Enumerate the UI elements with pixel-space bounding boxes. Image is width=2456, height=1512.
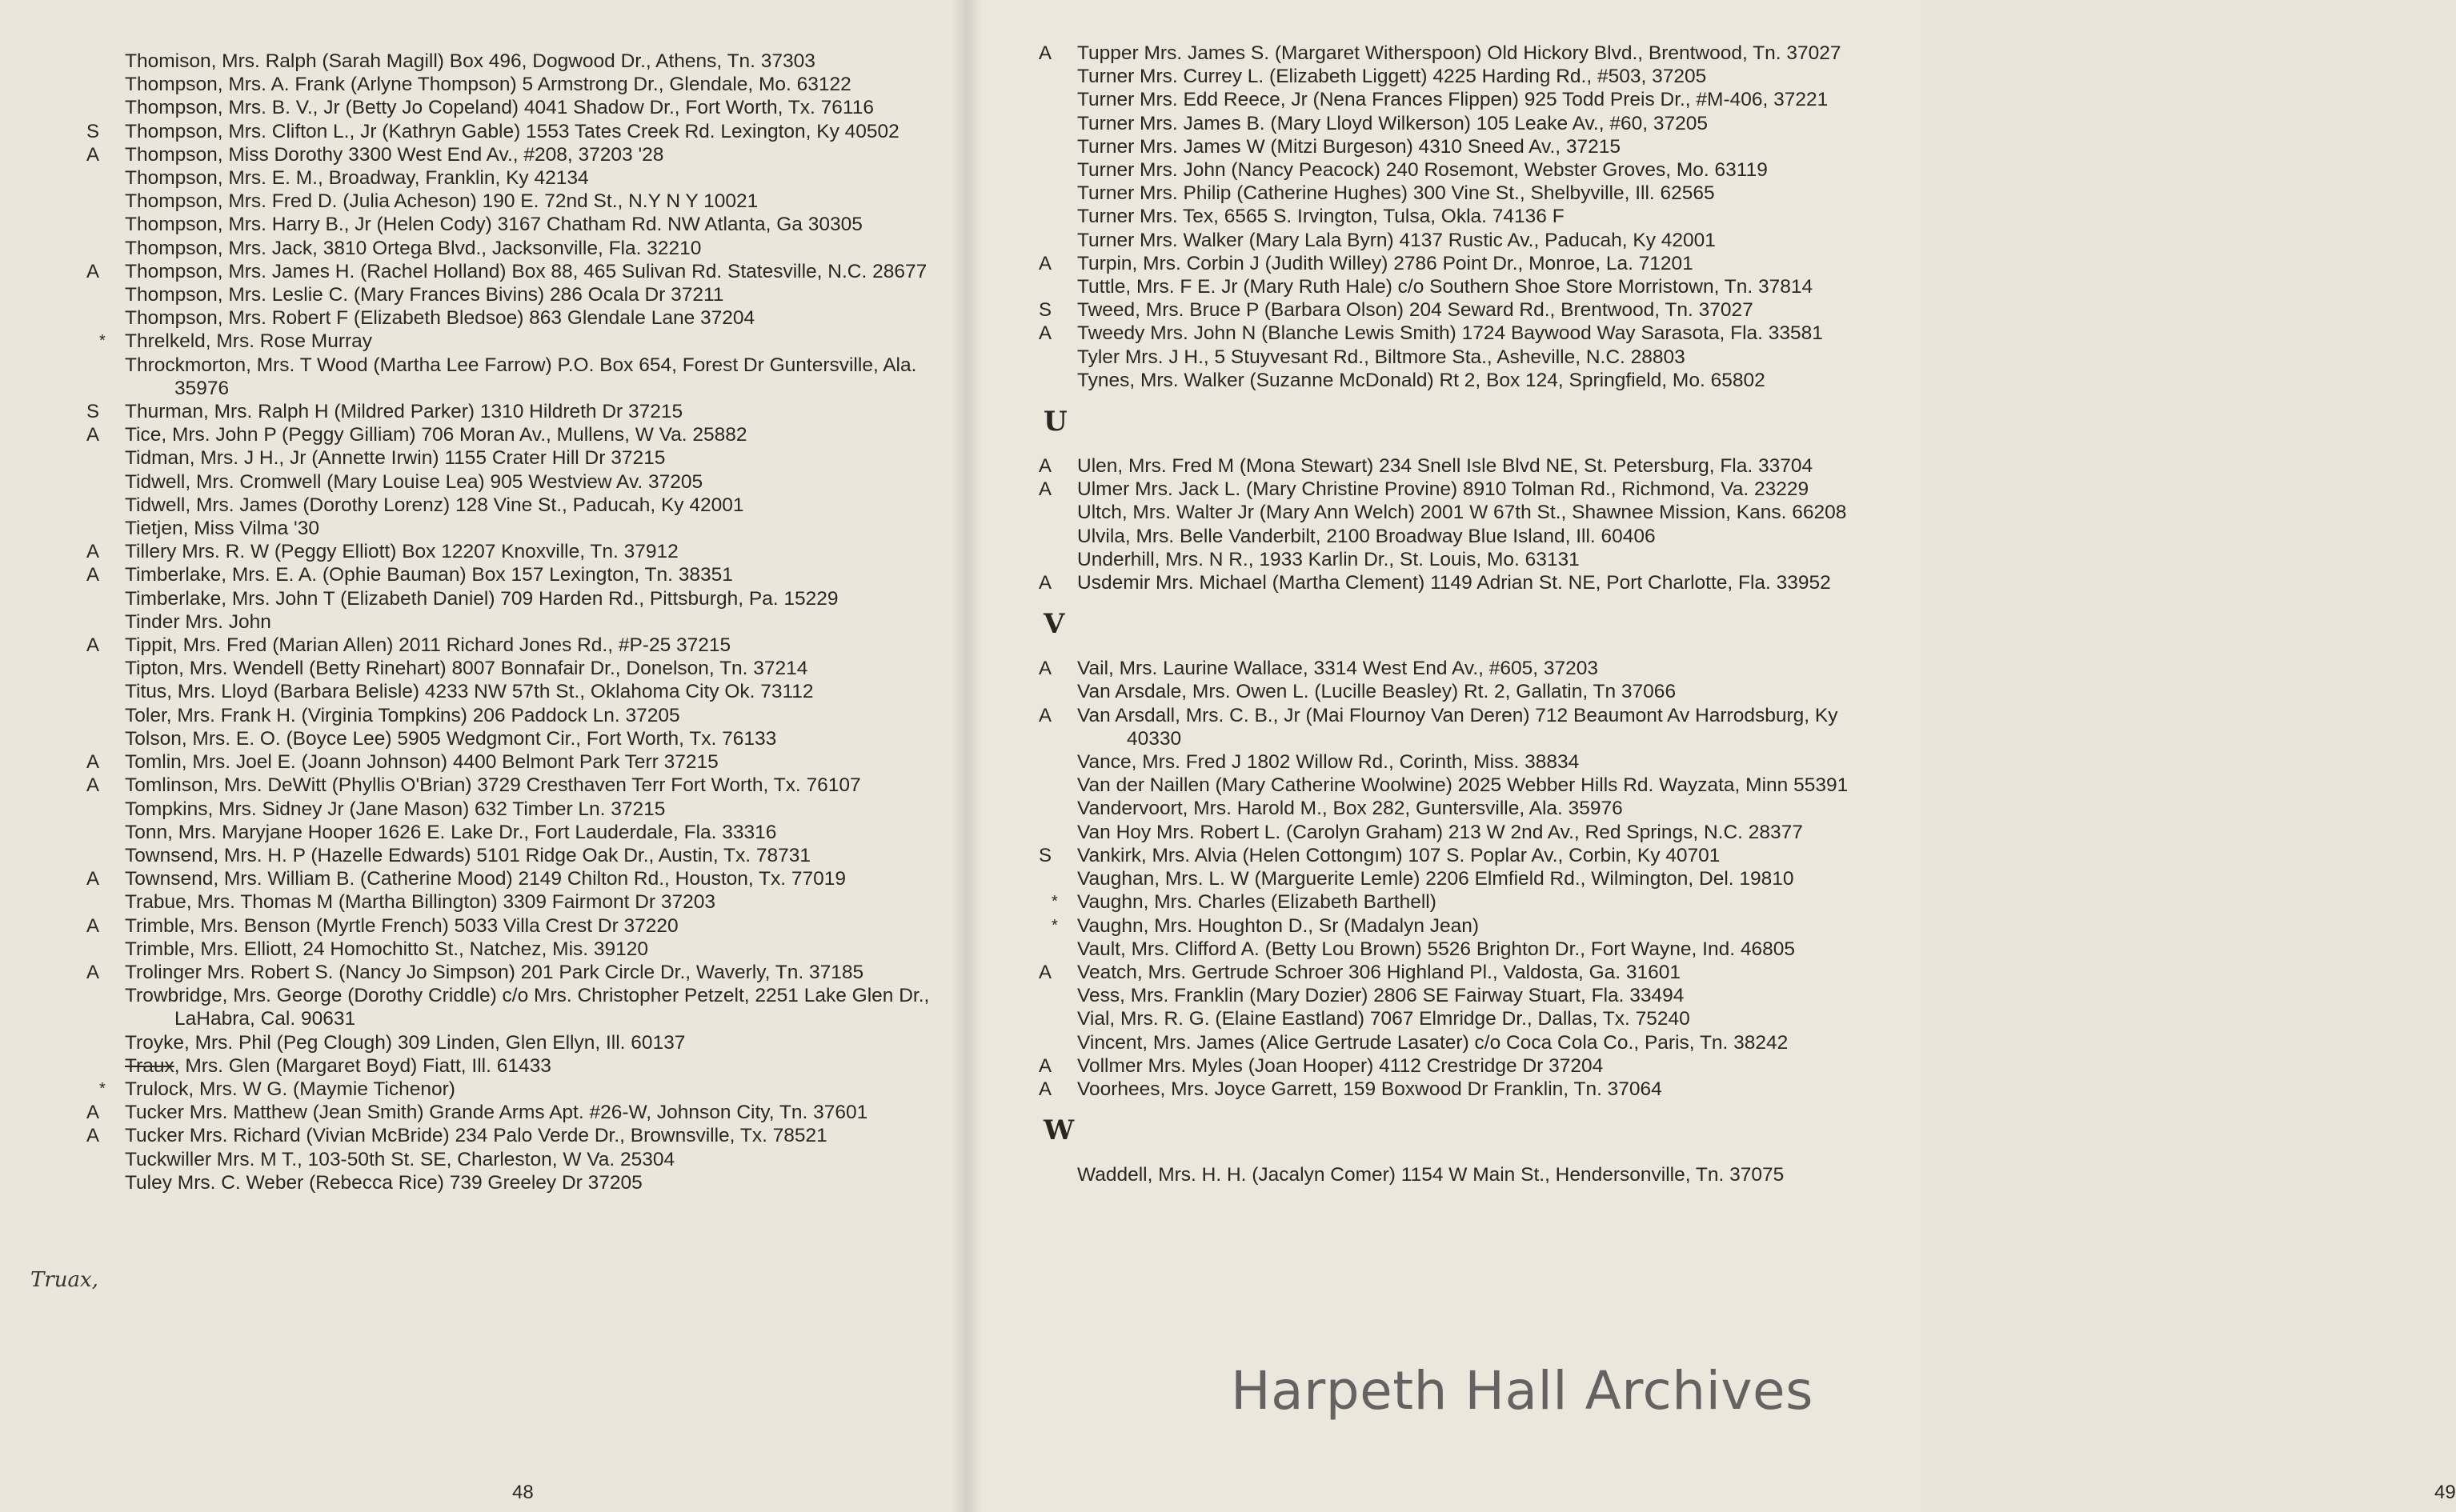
asterisk-marker: * [1052, 893, 1058, 911]
left-page [0, 0, 967, 1512]
struck-out-name: Traux [125, 1054, 174, 1077]
right-entry-list [1032, 42, 1897, 1186]
directory-entry [80, 704, 944, 727]
directory-entry [80, 727, 944, 750]
directory-entry [80, 821, 944, 844]
entry-text: Tipton, Mrs. Wendell (Betty Rinehart) 8007 Bonnafair Dr., Donelson, Tn. 37214 [125, 658, 808, 680]
entry-text: Waddell, Mrs. H. H. (Jacalyn Comer) 1154 W Main St., Hendersonville, Tn. 37075 [1077, 1164, 1785, 1186]
entry-text: Vollmer Mrs. Myles (Joan Hooper) 4112 Crestridge Dr 37204 [1077, 1054, 1604, 1077]
directory-entry [1032, 346, 1897, 369]
directory-entry [1032, 322, 1897, 345]
entry-text: Thompson, Miss Dorothy 3300 West End Av., #208, 37203 '28 [125, 143, 664, 166]
entry-text: Tomlin, Mrs. Joel E. (Joann Johnson) 4400 Belmont Park Terr 37215 [125, 751, 719, 774]
entry-marker: A [1039, 1078, 1052, 1100]
directory-entry [80, 260, 944, 283]
entry-text [125, 1054, 944, 1078]
entry-text: Ultch, Mrs. Walter Jr (Mary Ann Welch) 2001 W 67th St., Shawnee Mission, Kans. 66208 [1077, 502, 1847, 524]
asterisk-marker: * [99, 332, 106, 350]
entry-text: Vance, Mrs. Fred J 1802 Willow Rd., Corinth, Miss. 38834 [1077, 751, 1580, 774]
section-letter-u: U [1044, 406, 1068, 438]
entry-text: Thompson, Mrs. Robert F (Elizabeth Bledsoe) 863 Glendale Lane 37204 [125, 307, 755, 330]
directory-entry [1032, 984, 1897, 1007]
entry-text: Turner Mrs. Tex, 6565 S. Irvington, Tulsa, Okla. 74136 F [1077, 206, 1565, 228]
handwritten-note: Truax, [30, 1268, 98, 1292]
directory-entry [1032, 914, 1897, 938]
entry-text: Tuttle, Mrs. F E. Jr (Mary Ruth Hale) c/o Southern Shoe Store Morristown, Tn. 37814 [1077, 276, 1813, 298]
entry-text: Tucker Mrs. Richard (Vivian McBride) 234 Palo Verde Dr., Brownsville, Tx. 78521 [125, 1125, 827, 1147]
directory-entry [1032, 112, 1897, 135]
entry-text: Thompson, Mrs. Leslie C. (Mary Frances Bivins) 286 Ocala Dr 37211 [125, 284, 724, 306]
directory-entry [1032, 298, 1897, 322]
directory-entry [80, 1101, 944, 1124]
entry-text: Vail, Mrs. Laurine Wallace, 3314 West End Av., #605, 37203 [1077, 658, 1598, 680]
entry-text: Underhill, Mrs. N R., 1933 Karlin Dr., St. Louis, Mo. 63131 [1077, 548, 1580, 570]
directory-entry [1032, 158, 1897, 182]
entry-text: Van Hoy Mrs. Robert L. (Carolyn Graham) 213 W 2nd Av., Red Springs, N.C. 28377 [1077, 821, 1803, 843]
entry-marker: A [86, 961, 100, 983]
entry-marker: A [86, 143, 100, 166]
directory-entry [1032, 938, 1897, 961]
entry-text: Tidwell, Mrs. James (Dorothy Lorenz) 128 Vine St., Paducah, Ky 42001 [125, 494, 744, 516]
entry-marker: S [86, 120, 100, 142]
section-letter-v: V [1044, 608, 1065, 641]
entry-text: Titus, Mrs. Lloyd (Barbara Belisle) 4233 NW 57th St., Oklahoma City Ok. 73112 [125, 681, 814, 703]
entry-text: Ulen, Mrs. Fred M (Mona Stewart) 234 Snell Isle Blvd NE, St. Petersburg, Fla. 33704 [1077, 455, 1813, 478]
entry-text: Turner Mrs. Philip (Catherine Hughes) 300 Vine St., Shelbyville, Ill. 62565 [1077, 182, 1715, 205]
directory-entry [1032, 844, 1897, 867]
entry-text: Vankirk, Mrs. Alvia (Helen Cottongım) 107 S. Poplar Av., Corbin, Ky 40701 [1077, 844, 1721, 866]
directory-entry [80, 166, 944, 190]
directory-entry [1032, 478, 1897, 501]
entry-text: Tupper Mrs. James S. (Margaret Witherspoon) Old Hickory Blvd., Brentwood, Tn. 37027 [1077, 42, 1841, 64]
entry-text: Ulvila, Mrs. Belle Vanderbilt, 2100 Broadway Blue Island, Ill. 60406 [1077, 525, 1656, 547]
directory-entry [1032, 369, 1897, 392]
entry-text: Trimble, Mrs. Benson (Myrtle French) 5033 Villa Crest Dr 37220 [125, 914, 679, 937]
directory-entry [80, 400, 944, 423]
entry-text: Tidwell, Mrs. Cromwell (Mary Louise Lea) 905 Westview Av. 37205 [125, 470, 703, 493]
section-letter-w: W [1044, 1114, 1075, 1147]
entry-text: Voorhees, Mrs. Joyce Garrett, 159 Boxwood Dr Franklin, Tn. 37064 [1077, 1078, 1662, 1100]
entry-text: Vial, Mrs. R. G. (Elaine Eastland) 7067 Elmridge Dr., Dallas, Tx. 75240 [1077, 1008, 1690, 1030]
directory-entry [80, 867, 944, 890]
entry-text: Turner Mrs. James B. (Mary Lloyd Wilkerson) 105 Leake Av., #60, 37205 [1077, 112, 1708, 134]
directory-entry [80, 774, 944, 797]
directory-entry [80, 494, 944, 517]
entry-text: Tuckwiller Mrs. M T., 103-50th St. SE, Charleston, W Va. 25304 [125, 1148, 675, 1170]
directory-entry [80, 563, 944, 586]
entry-marker: A [1039, 1054, 1052, 1077]
directory-entry [80, 634, 944, 657]
entry-text: Veatch, Mrs. Gertrude Schroer 306 Highland Pl., Valdosta, Ga. 31601 [1077, 961, 1681, 983]
entry-text: Van der Naillen (Mary Catherine Woolwine) 2025 Webber Hills Rd. Wayzata, Minn 55391 [1077, 774, 1849, 797]
directory-entry [1032, 42, 1897, 65]
entry-text: Tynes, Mrs. Walker (Suzanne McDonald) Rt 2, Box 124, Springfield, Mo. 65802 [1077, 369, 1765, 391]
directory-entry [80, 610, 944, 634]
entry-text: Van Arsdall, Mrs. C. B., Jr (Mai Flournoy Van Deren) 712 Beaumont Av Harrodsburg, Ky 40330 [1077, 704, 1838, 750]
entry-text: Trulock, Mrs. W G. (Maymie Tichenor) [125, 1078, 455, 1100]
directory-entry [1032, 961, 1897, 984]
entry-text: Throckmorton, Mrs. T Wood (Martha Lee Farrow) P.O. Box 654, Forest Dr Guntersville, Ala. 35976 [125, 354, 917, 399]
entry-text: Turner Mrs. James W (Mitzi Burgeson) 4310 Sneed Av., 37215 [1077, 135, 1621, 158]
directory-entry [1032, 548, 1897, 571]
asterisk-marker: * [99, 1079, 106, 1098]
directory-entry [80, 73, 944, 96]
directory-entry [80, 1171, 944, 1194]
entry-text: Thompson, Mrs. Jack, 3810 Ortega Blvd., Jacksonville, Fla. 32210 [125, 237, 702, 259]
entry-marker: A [86, 1102, 100, 1124]
entry-text: Tietjen, Miss Vilma '30 [125, 518, 319, 540]
directory-entry [1032, 1031, 1897, 1054]
directory-entry [80, 1054, 944, 1078]
directory-entry [80, 330, 944, 353]
directory-entry [80, 750, 944, 774]
page-number-left: 48 [512, 1482, 534, 1503]
entry-marker: A [86, 1125, 100, 1147]
entry-marker: A [1039, 572, 1052, 594]
page-number-right: 49 [2434, 1482, 2456, 1503]
directory-entry [1032, 797, 1897, 820]
entry-text: Vandervoort, Mrs. Harold M., Box 282, Guntersville, Ala. 35976 [1077, 798, 1623, 820]
directory-entry [1032, 1007, 1897, 1030]
entry-marker: A [1039, 42, 1052, 64]
entry-text: Trowbridge, Mrs. George (Dorothy Criddle) c/o Mrs. Christopher Petzelt, 2251 Lake Glen Dr., LaHabra, Cal. 90631 [125, 985, 930, 1030]
directory-entry [80, 283, 944, 306]
entry-text: Townsend, Mrs. H. P (Hazelle Edwards) 5101 Ridge Oak Dr., Austin, Tx. 78731 [125, 844, 811, 866]
directory-entry [80, 1124, 944, 1147]
entry-marker: S [1039, 299, 1052, 322]
entry-text: Tinder Mrs. John [125, 610, 271, 633]
entry-text: Troyke, Mrs. Phil (Peg Clough) 309 Linden, Glen Ellyn, Ill. 60137 [125, 1031, 686, 1054]
directory-entry [1032, 821, 1897, 844]
directory-entry [80, 680, 944, 703]
directory-entry [80, 961, 944, 984]
directory-entry [80, 890, 944, 914]
entry-text: Tolson, Mrs. E. O. (Boyce Lee) 5905 Wedgmont Cir., Fort Worth, Tx. 76133 [125, 727, 777, 750]
directory-entry [1032, 1054, 1897, 1078]
entry-text: Tidman, Mrs. J H., Jr (Annette Irwin) 1155 Crater Hill Dr 37215 [125, 447, 666, 470]
entry-marker: A [1039, 478, 1052, 501]
directory-entry [1032, 774, 1897, 797]
directory-entry [80, 1031, 944, 1054]
entry-text: Trimble, Mrs. Elliott, 24 Homochitto St., Natchez, Mis. 39120 [125, 938, 649, 960]
entry-text: Thompson, Mrs. E. M., Broadway, Franklin, Ky 42134 [125, 167, 589, 190]
entry-marker: A [1039, 252, 1052, 274]
directory-entry [80, 798, 944, 821]
entry-text: Vaughan, Mrs. L. W (Marguerite Lemle) 2206 Elmfield Rd., Wilmington, Del. 19810 [1077, 868, 1794, 890]
entry-marker: A [1039, 961, 1052, 983]
entry-marker: S [86, 401, 100, 423]
entry-text: Turner Mrs. Edd Reece, Jr (Nena Frances Flippen) 925 Todd Preis Dr., #M-406, 37221 [1077, 89, 1829, 111]
directory-entry [80, 1078, 944, 1101]
entry-marker: A [86, 260, 100, 282]
entry-text: Thomison, Mrs. Ralph (Sarah Magill) Box 496, Dogwood Dr., Athens, Tn. 37303 [125, 50, 815, 72]
entry-marker: A [86, 424, 100, 446]
directory-entry [1032, 205, 1897, 228]
directory-entry [1032, 704, 1897, 750]
directory-entry [1032, 571, 1897, 594]
entry-text: Vault, Mrs. Clifford A. (Betty Lou Brown) 5526 Brighton Dr., Fort Wayne, Ind. 46805 [1077, 938, 1795, 960]
directory-entry [80, 237, 944, 260]
directory-entry [80, 540, 944, 563]
asterisk-marker: * [1052, 916, 1058, 934]
directory-entry [80, 984, 944, 1030]
entry-text: Vincent, Mrs. James (Alice Gertrude Lasater) c/o Coca Cola Co., Paris, Tn. 38242 [1077, 1031, 1789, 1054]
entry-text: Turpin, Mrs. Corbin J (Judith Willey) 2786 Point Dr., Monroe, La. 71201 [1077, 252, 1693, 274]
entry-text: Tweed, Mrs. Bruce P (Barbara Olson) 204 Seward Rd., Brentwood, Tn. 37027 [1077, 299, 1753, 322]
directory-entry [1032, 275, 1897, 298]
directory-entry [1032, 680, 1897, 703]
directory-entry [80, 938, 944, 961]
entry-text: Tonn, Mrs. Maryjane Hooper 1626 E. Lake Dr., Fort Lauderdale, Fla. 33316 [125, 821, 777, 843]
entry-marker: A [1039, 704, 1052, 726]
entry-text: Turner Mrs. Currey L. (Elizabeth Liggett) 4225 Harding Rd., #503, 37205 [1077, 66, 1707, 88]
entry-marker: A [86, 774, 100, 797]
directory-entry [1032, 229, 1897, 252]
directory-entry [1032, 890, 1897, 914]
entry-text: Threlkeld, Mrs. Rose Murray [125, 330, 373, 353]
directory-entry [80, 1148, 944, 1171]
entry-marker: A [1039, 322, 1052, 345]
directory-entry [80, 423, 944, 446]
directory-entry [80, 50, 944, 73]
book-gutter [951, 0, 983, 1512]
directory-entry [1032, 525, 1897, 548]
entry-text: Turner Mrs. John (Nancy Peacock) 240 Rosemont, Webster Groves, Mo. 63119 [1077, 159, 1768, 182]
entry-text: Vaughn, Mrs. Charles (Elizabeth Barthell) [1077, 891, 1436, 914]
entry-text: Ulmer Mrs. Jack L. (Mary Christine Provine) 8910 Tolman Rd., Richmond, Va. 23229 [1077, 478, 1809, 501]
directory-entry [1032, 657, 1897, 680]
entry-text: Usdemir Mrs. Michael (Martha Clement) 1149 Adrian St. NE, Port Charlotte, Fla. 33952 [1077, 572, 1831, 594]
entry-text: Tice, Mrs. John P (Peggy Gilliam) 706 Moran Av., Mullens, W Va. 25882 [125, 424, 747, 446]
entry-marker: A [86, 634, 100, 657]
entry-text: Toler, Mrs. Frank H. (Virginia Tompkins) 206 Paddock Ln. 37205 [125, 704, 680, 726]
entry-text: Turner Mrs. Walker (Mary Lala Byrn) 4137 Rustic Av., Paducah, Ky 42001 [1077, 229, 1716, 251]
entry-text: Thompson, Mrs. A. Frank (Arlyne Thompson) 5 Armstrong Dr., Glendale, Mo. 63122 [125, 74, 851, 96]
directory-entry [1032, 252, 1897, 275]
entry-marker: A [1039, 658, 1052, 680]
entry-text: Tompkins, Mrs. Sidney Jr (Jane Mason) 632 Timber Ln. 37215 [125, 798, 666, 820]
entry-marker: A [86, 914, 100, 937]
directory-entry [1032, 88, 1897, 111]
directory-entry [80, 306, 944, 330]
entry-marker: A [86, 564, 100, 586]
directory-entry [80, 120, 944, 143]
entry-text: Thurman, Mrs. Ralph H (Mildred Parker) 1310 Hildreth Dr 37215 [125, 401, 683, 423]
entry-marker: A [86, 868, 100, 890]
entry-marker: S [1039, 844, 1052, 866]
directory-entry [1032, 135, 1897, 158]
directory-entry [80, 143, 944, 166]
entry-text: Tippit, Mrs. Fred (Marian Allen) 2011 Richard Jones Rd., #P-25 37215 [125, 634, 731, 657]
entry-text: Thompson, Mrs. B. V., Jr (Betty Jo Copeland) 4041 Shadow Dr., Fort Worth, Tx. 76116 [125, 97, 874, 119]
archive-watermark: Harpeth Hall Archives [1231, 1360, 1813, 1422]
entry-text: Tuley Mrs. C. Weber (Rebecca Rice) 739 Greeley Dr 37205 [125, 1171, 643, 1194]
directory-entry [1032, 454, 1897, 478]
entry-text: Tweedy Mrs. John N (Blanche Lewis Smith) 1724 Baywood Way Sarasota, Fla. 33581 [1077, 322, 1823, 345]
directory-entry [1032, 1163, 1897, 1186]
left-entry-list [80, 50, 944, 1194]
entry-text: Thompson, Mrs. James H. (Rachel Holland) Box 88, 465 Sulivan Rd. Statesville, N.C. 28677 [125, 260, 928, 282]
entry-text: Timberlake, Mrs. John T (Elizabeth Daniel) 709 Harden Rd., Pittsburgh, Pa. 15229 [125, 587, 839, 610]
entry-text: Thompson, Mrs. Clifton L., Jr (Kathryn Gable) 1553 Tates Creek Rd. Lexington, Ky 40502 [125, 120, 899, 142]
directory-entry [1032, 750, 1897, 774]
entry-text: Vaughn, Mrs. Houghton D., Sr (Madalyn Jean) [1077, 914, 1480, 937]
entry-text: Timberlake, Mrs. E. A. (Ophie Bauman) Box 157 Lexington, Tn. 38351 [125, 564, 733, 586]
directory-entry [80, 190, 944, 213]
directory-entry [80, 96, 944, 119]
directory-entry [80, 844, 944, 867]
entry-text: Van Arsdale, Mrs. Owen L. (Lucille Beasley) Rt. 2, Gallatin, Tn 37066 [1077, 681, 1677, 703]
directory-entry [80, 470, 944, 494]
directory-entry [1032, 501, 1897, 524]
directory-entry [80, 354, 944, 400]
entry-marker: A [86, 751, 100, 774]
directory-entry [80, 517, 944, 540]
directory-entry [80, 914, 944, 938]
directory-entry [1032, 1078, 1897, 1101]
directory-entry [1032, 867, 1897, 890]
directory-entry [80, 657, 944, 680]
entry-text: Trolinger Mrs. Robert S. (Nancy Jo Simpson) 201 Park Circle Dr., Waverly, Tn. 37185 [125, 961, 864, 983]
directory-entry [80, 587, 944, 610]
entry-text: Trabue, Mrs. Thomas M (Martha Billington) 3309 Fairmont Dr 37203 [125, 891, 716, 914]
entry-marker: A [86, 541, 100, 563]
entry-text: Thompson, Mrs. Harry B., Jr (Helen Cody) 3167 Chatham Rd. NW Atlanta, Ga 30305 [125, 214, 863, 236]
directory-entry [1032, 182, 1897, 205]
directory-entry [80, 213, 944, 236]
entry-text-rest: , Mrs. Glen (Margaret Boyd) Fiatt, Ill. 61433 [174, 1054, 551, 1077]
entry-marker: A [1039, 455, 1052, 478]
directory-entry [1032, 65, 1897, 88]
entry-text: Thompson, Mrs. Fred D. (Julia Acheson) 190 E. 72nd St., N.Y N Y 10021 [125, 190, 759, 213]
entry-text: Vess, Mrs. Franklin (Mary Dozier) 2806 SE Fairway Stuart, Fla. 33494 [1077, 985, 1685, 1007]
entry-text: Tillery Mrs. R. W (Peggy Elliott) Box 12207 Knoxville, Tn. 37912 [125, 541, 679, 563]
entry-text: Tucker Mrs. Matthew (Jean Smith) Grande Arms Apt. #26-W, Johnson City, Tn. 37601 [125, 1102, 868, 1124]
directory-entry [80, 446, 944, 470]
entry-text: Tyler Mrs. J H., 5 Stuyvesant Rd., Biltmore Sta., Asheville, N.C. 28803 [1077, 346, 1685, 368]
entry-text: Tomlinson, Mrs. DeWitt (Phyllis O'Brian) 3729 Cresthaven Terr Fort Worth, Tx. 76107 [125, 774, 861, 797]
entry-text: Townsend, Mrs. William B. (Catherine Mood) 2149 Chilton Rd., Houston, Tx. 77019 [125, 868, 847, 890]
